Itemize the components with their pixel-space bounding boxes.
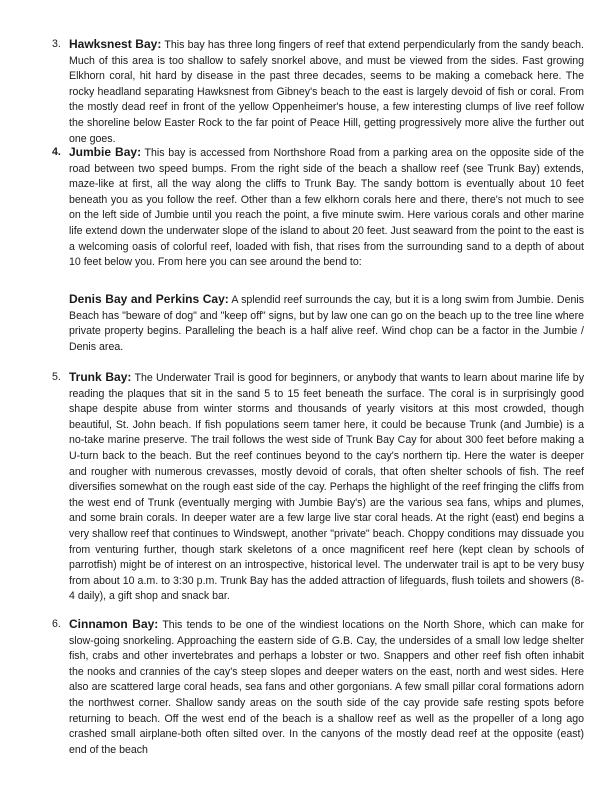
item-body [69, 37, 584, 147]
item-number: 4. [52, 146, 61, 158]
item-body [69, 617, 584, 758]
item-number: 3. [52, 38, 61, 50]
sub-item-title: Denis Bay and Perkins Cay: [69, 292, 229, 306]
item-title: Jumbie Bay: [69, 145, 142, 159]
item-body [69, 370, 584, 605]
item-text: This bay has three long fingers of reef that extend perpendicularly from the sandy beach. Much of this area is too shallow to safely snorkel above, and must be viewed from the sides. Fast growing Elkhorn coral, hit hard by disease in the past three decades, seems to be making a comeback here. The rocky headland separating Hawksnest from Gibney's beach to the east is largely devoid of fish or coral. From the mostly dead reef in front of the yellow Oppenheimer's house, a few interesting clumps of live reef follow the shoreline below Easter Rock to the far point of Peace Hill, getting progressively more alive the further out one goes. [69, 39, 584, 145]
sub-item-denis-bay [69, 292, 584, 355]
item-title: Cinnamon Bay: [69, 617, 159, 631]
item-number: 5. [52, 371, 61, 383]
item-number: 6. [52, 618, 61, 630]
item-text: This bay is accessed from Northshore Road from a parking area on the opposite side of the road between two speed bumps. From the right side of the beach a shallow reef (see Trunk Bay) extends, maze-like at first, all the way along the cliffs to Trunk Bay. The sandy bottom is eventually about 10 feet beneath you as you follow the reef. Other than a few elkhorn corals here and there, there's not much to see on the left side of Jumbie until you reach the point, a five minute swim. Here various corals and other marine life extend down the underwater slope of the island to about 20 feet. Just seaward from the point to the east is a welcoming oasis of colorful reef, loaded with fish, that rises from the surrounding sand to a depth of about 10 feet below you. From here you can see around the bend to: [69, 147, 584, 269]
item-body [69, 145, 584, 271]
item-text: This tends to be one of the windiest locations on the North Shore, which can make for slow-going snorkeling. Approaching the eastern side of G.B. Cay, the undersides of a small low ledge shelter fish, crabs and other invertebrates and perhaps a lobster or two. Snappers and other reef fish often inhabit the nooks and crannies of the cay's steep slopes and deeper waters on the east, north and west sides. Here also are scattered large coral heads, sea fans and other gorgonians. A few small pillar coral formations adorn the northwest corner. Shallow sandy areas on the south side of the cay provide safe resting spots before returning to beach. Off the west end of the beach is a shallow reef as well as the propeller of a long ago crashed small airplane-both often silted over. In the canyons of the mostly dead reef at the opposite (east) end of the beach [69, 619, 584, 756]
list-item-cinnamon-bay [52, 617, 584, 758]
list-item-trunk-bay [52, 370, 584, 605]
item-title: Hawksnest Bay: [69, 37, 162, 51]
sub-item-text: A splendid reef surrounds the cay, but it is a long swim from Jumbie. Denis Beach has "beware of dog" and "keep off" signs, but by law one can go on the beach up to the tree line where private property begins. Paralleling the beach is a half alive reef. Wind chop can be a factor in the Jumbie / Denis area. [69, 294, 585, 353]
item-title: Trunk Bay: [69, 370, 132, 384]
list-item-jumbie-bay [52, 145, 584, 271]
list-item-hawksnest-bay [52, 37, 584, 147]
item-text: The Underwater Trail is good for beginners, or anybody that wants to learn about marine life by reading the plaques that sit in the sand 5 to 15 feet beneath the surface. The coral is in surprisingly good shape despite abuse from winter storms and thousands of yearly visitors at this most crowded, though beautiful, St. John beach. If fish populations seem tamer here, it could be because Trunk (and Jumbie) is a no-take marine preserve. The trail follows the west side of Trunk Bay Cay for about 300 feet before making a U-turn back to the beach. But the reef continues beyond to the cay's northern tip. Here the water is deeper and rougher with numerous crevasses, mostly devoid of corals, that often shelter schools of fish. The reef diversifies somewhat on the rough east side of the cay. Perhaps the highlight of the reef fringing the cliffs from the west end of Trunk (eventually merging with Jumbie Bay's) are the various sea fans, whips and plumes, and some brain corals. In deeper water are a few large live star coral heads. At the right (east) end begins a very shallow reef that continues to Windswept, another "private" beach. Choppy conditions may dissuade you from venturing further, though stark skeletons of a once magnificent reef here (kept clean by schools of parrotfish) might be of interest on an introspective, historical level. The underwater trail is apt to be very busy from about 10 a.m. to 3:30 p.m. Trunk Bay has the added attraction of lifeguards, flush toilets and showers (8-4 daily), a gift shop and snack bar. [69, 372, 585, 603]
